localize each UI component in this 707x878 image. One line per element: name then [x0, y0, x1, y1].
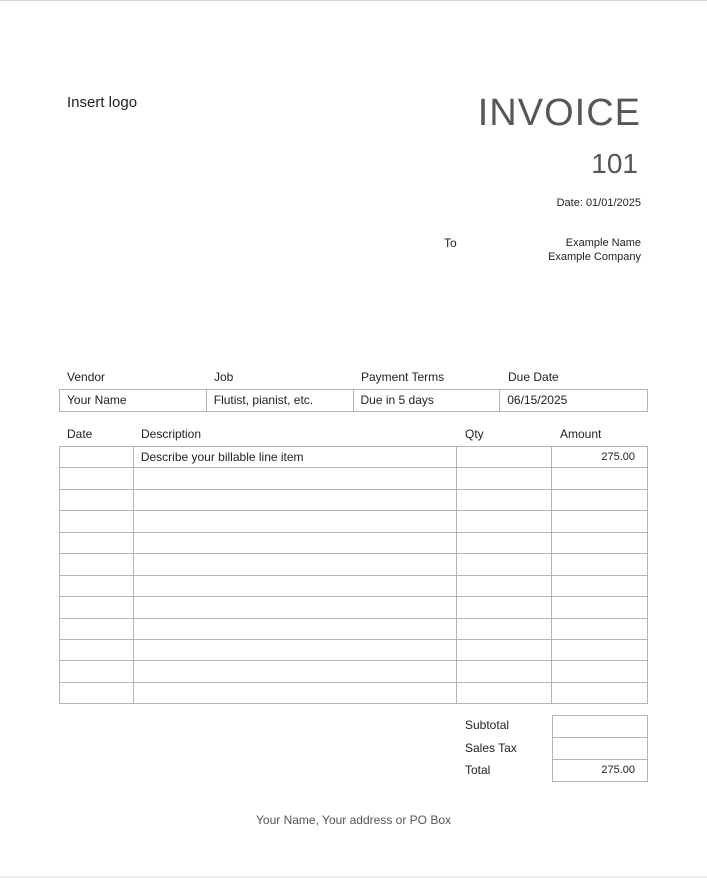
amount-cell[interactable] [552, 597, 648, 618]
amount-cell[interactable]: 275.00 [552, 447, 648, 468]
qty-header: Qty [465, 427, 484, 441]
vendor-header: Vendor [67, 370, 106, 384]
amount-header: Amount [560, 427, 602, 441]
description-cell[interactable] [133, 468, 457, 489]
table-row [60, 468, 648, 489]
table-row [60, 532, 648, 553]
amount-cell[interactable] [552, 575, 648, 596]
qty-cell[interactable] [457, 554, 552, 575]
date-cell[interactable] [60, 639, 134, 660]
qty-cell[interactable] [457, 468, 552, 489]
qty-cell[interactable] [457, 661, 552, 682]
total-cell[interactable]: 275.00 [552, 759, 648, 782]
subtotal-cell[interactable] [552, 715, 648, 738]
invoice-date: Date: 01/01/2025 [556, 197, 641, 209]
date-cell[interactable] [60, 682, 134, 703]
date-cell[interactable] [60, 597, 134, 618]
recipient-name[interactable]: Example Name [565, 237, 641, 249]
payment-terms-cell[interactable]: Due in 5 days [354, 390, 501, 411]
amount-cell[interactable] [552, 468, 648, 489]
description-cell[interactable] [133, 511, 457, 532]
top-divider [0, 0, 707, 1]
qty-cell[interactable] [457, 489, 552, 510]
info-values-row [59, 389, 648, 412]
date-header: Date [67, 427, 93, 441]
date-cell[interactable] [60, 575, 134, 596]
amount-cell[interactable] [552, 661, 648, 682]
amount-cell[interactable] [552, 682, 648, 703]
vendor-cell[interactable]: Your Name [60, 390, 207, 411]
amount-cell[interactable] [552, 618, 648, 639]
date-cell[interactable] [60, 532, 134, 553]
description-cell[interactable] [133, 489, 457, 510]
table-row [60, 618, 648, 639]
table-row [60, 447, 648, 468]
qty-cell[interactable] [457, 575, 552, 596]
to-label: To [444, 236, 457, 250]
invoice-number: 101 [591, 148, 638, 179]
table-row [60, 511, 648, 532]
description-cell[interactable] [133, 661, 457, 682]
amount-cell[interactable] [552, 511, 648, 532]
invoice-title: INVOICE [477, 92, 641, 134]
table-row [60, 661, 648, 682]
sales-tax-cell[interactable] [552, 737, 648, 760]
description-cell[interactable] [133, 597, 457, 618]
qty-cell[interactable] [457, 511, 552, 532]
description-header: Description [141, 427, 202, 441]
date-cell[interactable] [60, 468, 134, 489]
recipient-block [548, 236, 641, 264]
description-cell[interactable] [133, 682, 457, 703]
table-row [60, 597, 648, 618]
qty-cell[interactable] [457, 618, 552, 639]
description-cell[interactable] [133, 618, 457, 639]
subtotal-label: Subtotal [465, 718, 510, 732]
job-cell[interactable]: Flutist, pianist, etc. [207, 390, 354, 411]
date-cell[interactable] [60, 618, 134, 639]
amount-cell[interactable] [552, 639, 648, 660]
sales-tax-label: Sales Tax [465, 741, 517, 755]
description-cell[interactable] [133, 575, 457, 596]
date-cell[interactable] [60, 489, 134, 510]
date-cell[interactable] [60, 447, 134, 468]
qty-cell[interactable] [457, 532, 552, 553]
recipient-company[interactable]: Example Company [548, 251, 641, 263]
payment-terms-header: Payment Terms [361, 370, 445, 384]
date-cell[interactable] [60, 511, 134, 532]
due-date-cell[interactable]: 06/15/2025 [507, 393, 568, 407]
qty-cell[interactable] [457, 639, 552, 660]
table-row [60, 575, 648, 596]
description-cell[interactable]: Describe your billable line item [133, 447, 457, 468]
qty-cell[interactable] [457, 597, 552, 618]
table-row [60, 554, 648, 575]
description-cell[interactable] [133, 639, 457, 660]
amount-cell[interactable] [552, 554, 648, 575]
qty-cell[interactable] [457, 682, 552, 703]
job-header: Job [214, 370, 234, 384]
amount-cell[interactable] [552, 489, 648, 510]
footer-address[interactable]: Your Name, Your address or PO Box [256, 813, 451, 827]
info-headers [60, 370, 648, 384]
logo-placeholder[interactable]: Insert logo [67, 94, 138, 111]
date-cell[interactable] [60, 554, 134, 575]
description-cell[interactable] [133, 532, 457, 553]
table-row [60, 682, 648, 703]
items-headers [60, 427, 648, 445]
table-row [60, 639, 648, 660]
due-date-header: Due Date [508, 370, 559, 384]
date-cell[interactable] [60, 661, 134, 682]
description-cell[interactable] [133, 554, 457, 575]
amount-cell[interactable] [552, 532, 648, 553]
line-items-table [59, 446, 648, 704]
table-row [60, 489, 648, 510]
qty-cell[interactable] [457, 447, 552, 468]
total-label: Total [465, 763, 491, 777]
